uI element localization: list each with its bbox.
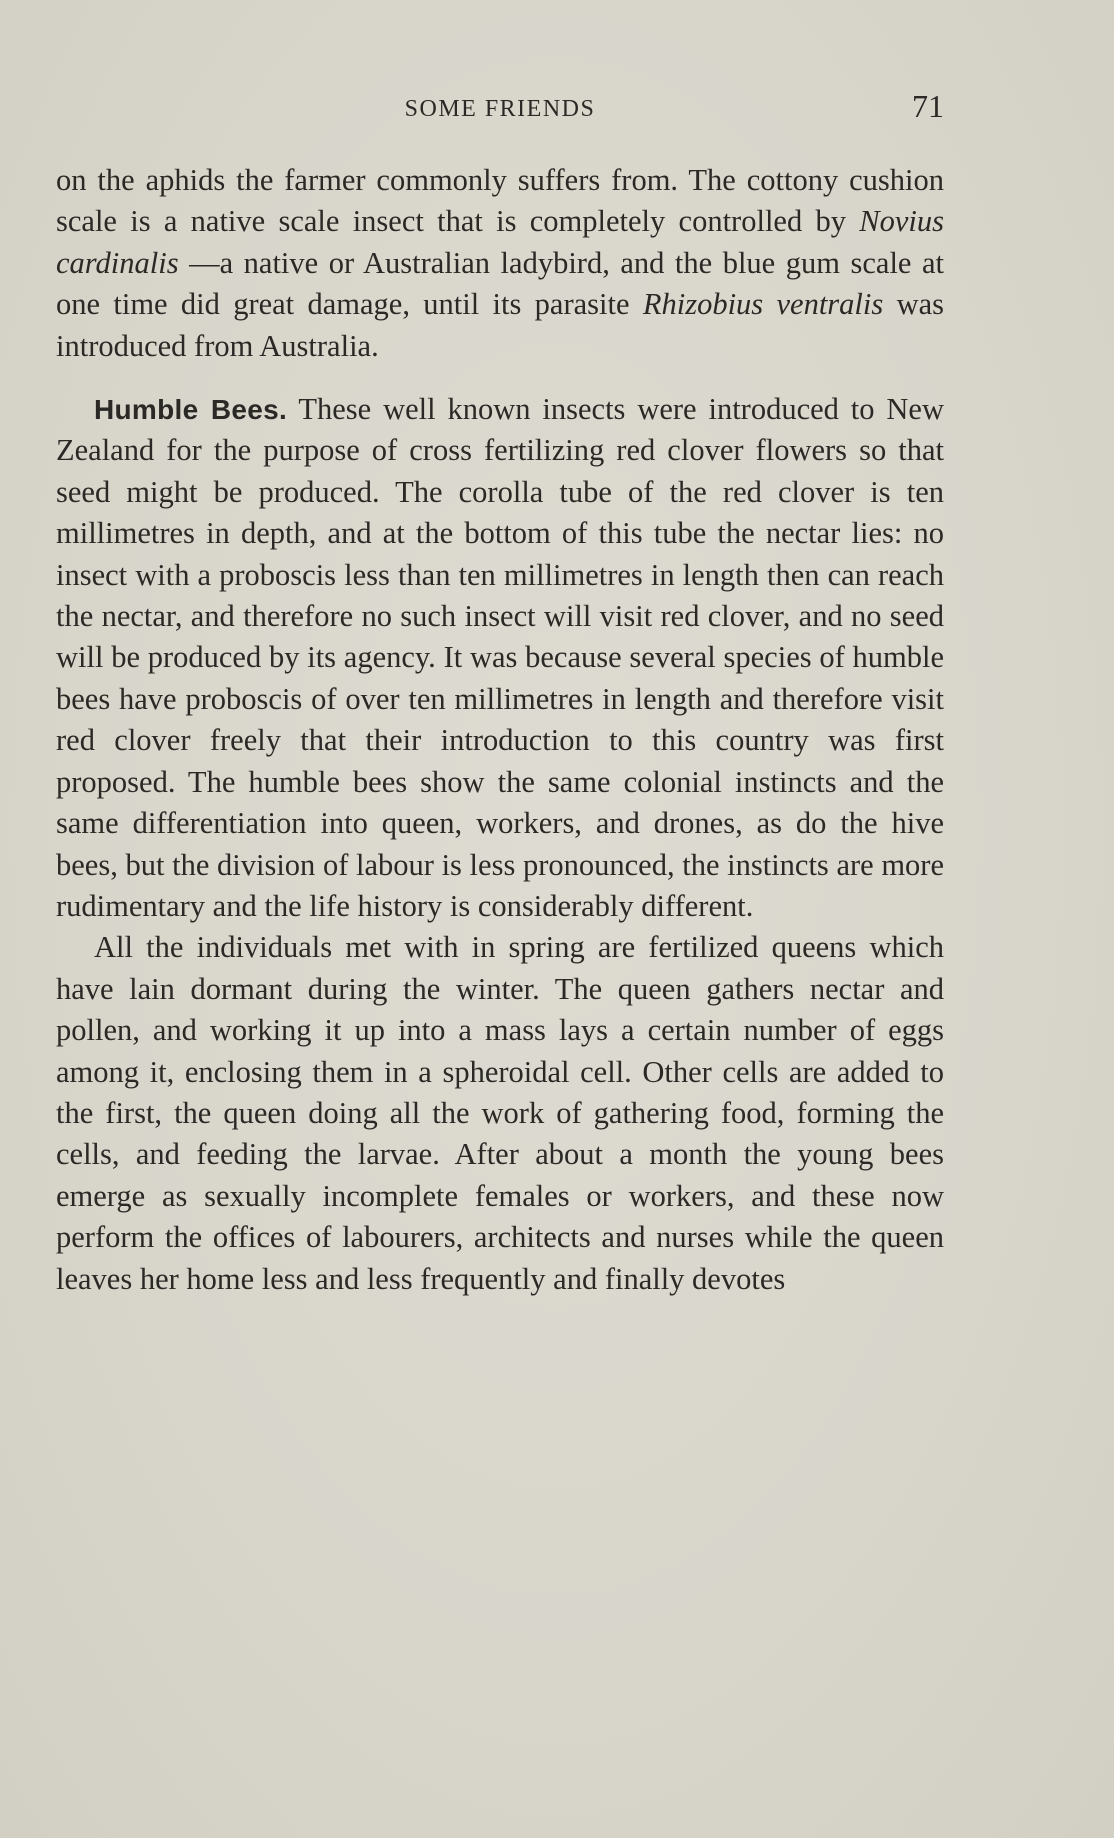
text-run: All the individuals met with in spring are fertilized queens which have lain dormant during the winter. The queen gathers nectar and pollen, and working it up into a mass lays a certain number of eggs among it, enclosing them in a spheroidal cell. Other cells are added to the first, the queen doing all the work of gathering food, forming the cells, and feeding the larvae. After about a month the young bees emerge as sexually incomplete females or workers, and these now perform the offices of labourers, architects and nurses while the queen leaves her home less and less frequently and finally devotes (56, 930, 944, 1296)
species-name: Rhizobius ventralis (642, 287, 884, 322)
paragraph-humble-bees (56, 389, 944, 927)
paragraph-scale-insects (56, 160, 944, 367)
page-number: 71 (912, 88, 944, 124)
running-title: SOME FRIENDS (404, 96, 596, 122)
text-run: —a native or Australian ladybird, and the blue gum scale at one time did great damage, until its parasite (56, 245, 944, 322)
body-text (56, 160, 944, 1300)
paragraph-queens (56, 927, 944, 1300)
section-heading: Humble Bees. (94, 394, 288, 426)
species-name: Novius cardinalis (56, 204, 944, 280)
running-head (56, 88, 944, 132)
text-run: These well known insects were introduced to New Zealand for the purpose of cross fertilizing red clover flowers so that seed might be produced. The corolla tube of the red clover is ten millimetres in depth, and at the bottom of this tube the nectar lies: no insect with a proboscis less than ten millimetres in length then can reach the nectar, and therefore no such insect will visit red clover, and no seed will be produced by its agency. It was because several species of humble bees have proboscis of over ten millimetres in length and therefore visit red clover freely that their introduction to this country was first proposed. The humble bees show the same colonial instincts and the same differentiation into queen, workers, and drones, as do the hive bees, but the division of labour is less pronounced, the instincts are more rudimentary and the life history is considerably different. (56, 392, 944, 923)
text-run: was introduced from Australia. (56, 287, 944, 363)
text-run: on the aphids the farmer commonly suffers from. The cottony cushion scale is a native scale insect that is completely controlled by (56, 163, 944, 239)
